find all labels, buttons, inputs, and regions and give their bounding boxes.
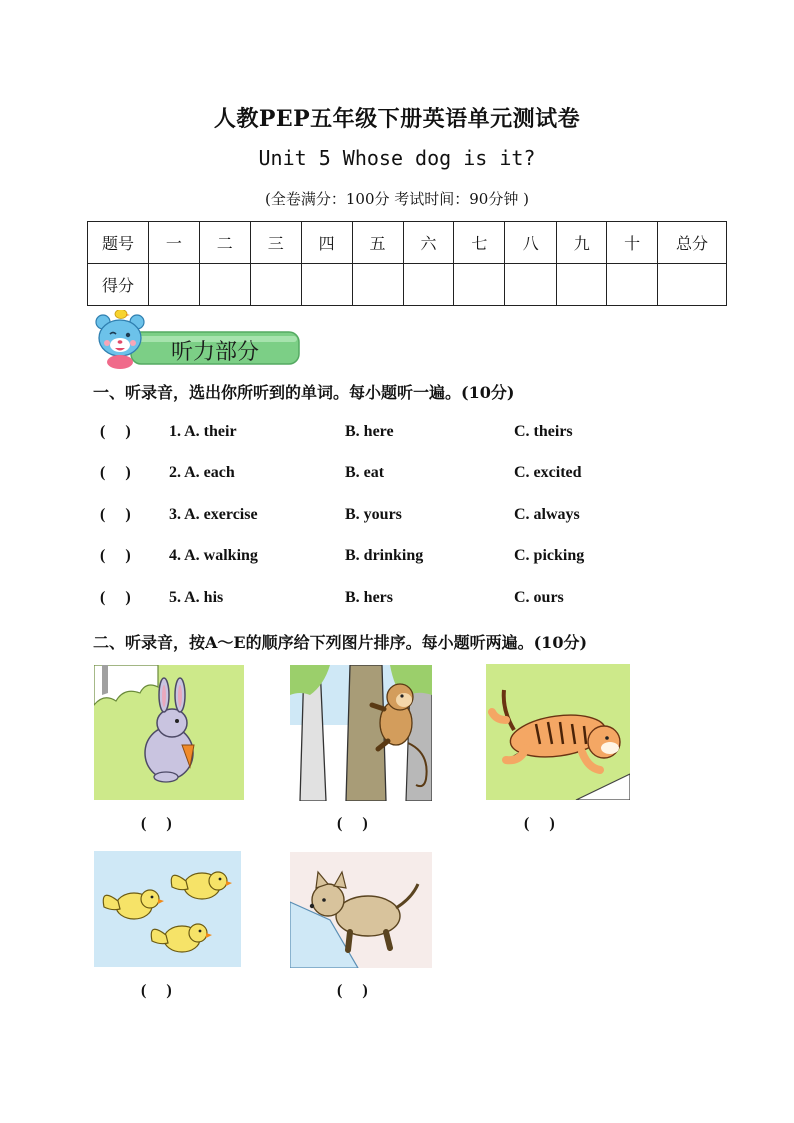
table-header-cell: 一 — [148, 222, 199, 264]
answer-blank[interactable]: ( ) — [100, 589, 131, 606]
table-header-cell: 十 — [607, 222, 658, 264]
question-option-c: C. always — [514, 506, 580, 523]
exam-info: (全卷满分：100分 考试时间：90分钟 ) — [265, 190, 529, 208]
table-header-cell: 六 — [403, 222, 454, 264]
score-cell[interactable] — [557, 264, 607, 306]
table-header-cell: 九 — [557, 222, 607, 264]
table-header-cell: 总分 — [658, 222, 727, 264]
order-blank[interactable]: ( ) — [337, 982, 368, 999]
listening-banner-label: 听力部分 — [171, 340, 260, 365]
order-blank[interactable]: ( ) — [141, 982, 172, 999]
question-row — [100, 464, 720, 488]
score-cell[interactable] — [301, 264, 352, 306]
question-option-a: 3. A. exercise — [169, 506, 258, 523]
rabbit-picture — [94, 665, 244, 800]
question-option-b: B. drinking — [345, 547, 424, 564]
score-cell[interactable] — [250, 264, 301, 306]
score-cell[interactable] — [505, 264, 557, 306]
dog-picture — [290, 852, 432, 968]
score-cell[interactable] — [352, 264, 403, 306]
question-option-a: 1. A. their — [169, 423, 237, 440]
answer-blank[interactable]: ( ) — [100, 547, 131, 564]
tiger-picture — [486, 664, 630, 800]
score-cell[interactable] — [454, 264, 505, 306]
score-cell[interactable] — [403, 264, 454, 306]
score-cell[interactable] — [199, 264, 250, 306]
question-option-c: C. picking — [514, 547, 585, 564]
order-blank[interactable]: ( ) — [524, 815, 555, 832]
score-table-header-row — [88, 222, 727, 264]
page-title: 人教PEP五年级下册英语单元测试卷 — [213, 106, 581, 132]
question-option-b: B. yours — [345, 506, 402, 523]
score-table — [87, 221, 727, 306]
section1-heading: 一、听录音，选出你所听到的单词。每小题听一遍。(10分) — [93, 383, 515, 402]
answer-blank[interactable]: ( ) — [100, 423, 131, 440]
question-option-c: C. ours — [514, 589, 564, 606]
question-option-b: B. here — [345, 423, 394, 440]
score-table-score-row — [88, 264, 727, 306]
score-cell[interactable] — [148, 264, 199, 306]
table-header-cell: 五 — [352, 222, 403, 264]
answer-blank[interactable]: ( ) — [100, 464, 131, 481]
order-blank[interactable]: ( ) — [141, 815, 172, 832]
section2-heading: 二、听录音，按A～E的顺序给下列图片排序。每小题听两遍。(10分) — [93, 633, 588, 652]
table-header-cell: 七 — [454, 222, 505, 264]
question-option-c: C. theirs — [514, 423, 573, 440]
monkey-picture — [290, 665, 432, 801]
question-row — [100, 589, 720, 613]
table-header-cell: 四 — [301, 222, 352, 264]
birds-picture — [94, 851, 241, 967]
score-cell[interactable] — [658, 264, 727, 306]
question-option-b: B. hers — [345, 589, 393, 606]
table-header-cell: 二 — [199, 222, 250, 264]
answer-blank[interactable]: ( ) — [100, 506, 131, 523]
question-option-a: 2. A. each — [169, 464, 235, 481]
question-option-a: 5. A. his — [169, 589, 224, 606]
question-row — [100, 423, 720, 447]
question-option-a: 4. A. walking — [169, 547, 258, 564]
unit-title: Unit 5 Whose dog is it? — [258, 146, 536, 170]
table-header-cell: 题号 — [88, 222, 149, 264]
question-option-b: B. eat — [345, 464, 385, 481]
score-row-label: 得分 — [88, 264, 149, 306]
table-header-cell: 三 — [250, 222, 301, 264]
question-row — [100, 547, 720, 571]
listening-banner — [93, 310, 301, 370]
order-blank[interactable]: ( ) — [337, 815, 368, 832]
score-cell[interactable] — [607, 264, 658, 306]
question-option-c: C. excited — [514, 464, 582, 481]
question-row — [100, 506, 720, 530]
table-header-cell: 八 — [505, 222, 557, 264]
